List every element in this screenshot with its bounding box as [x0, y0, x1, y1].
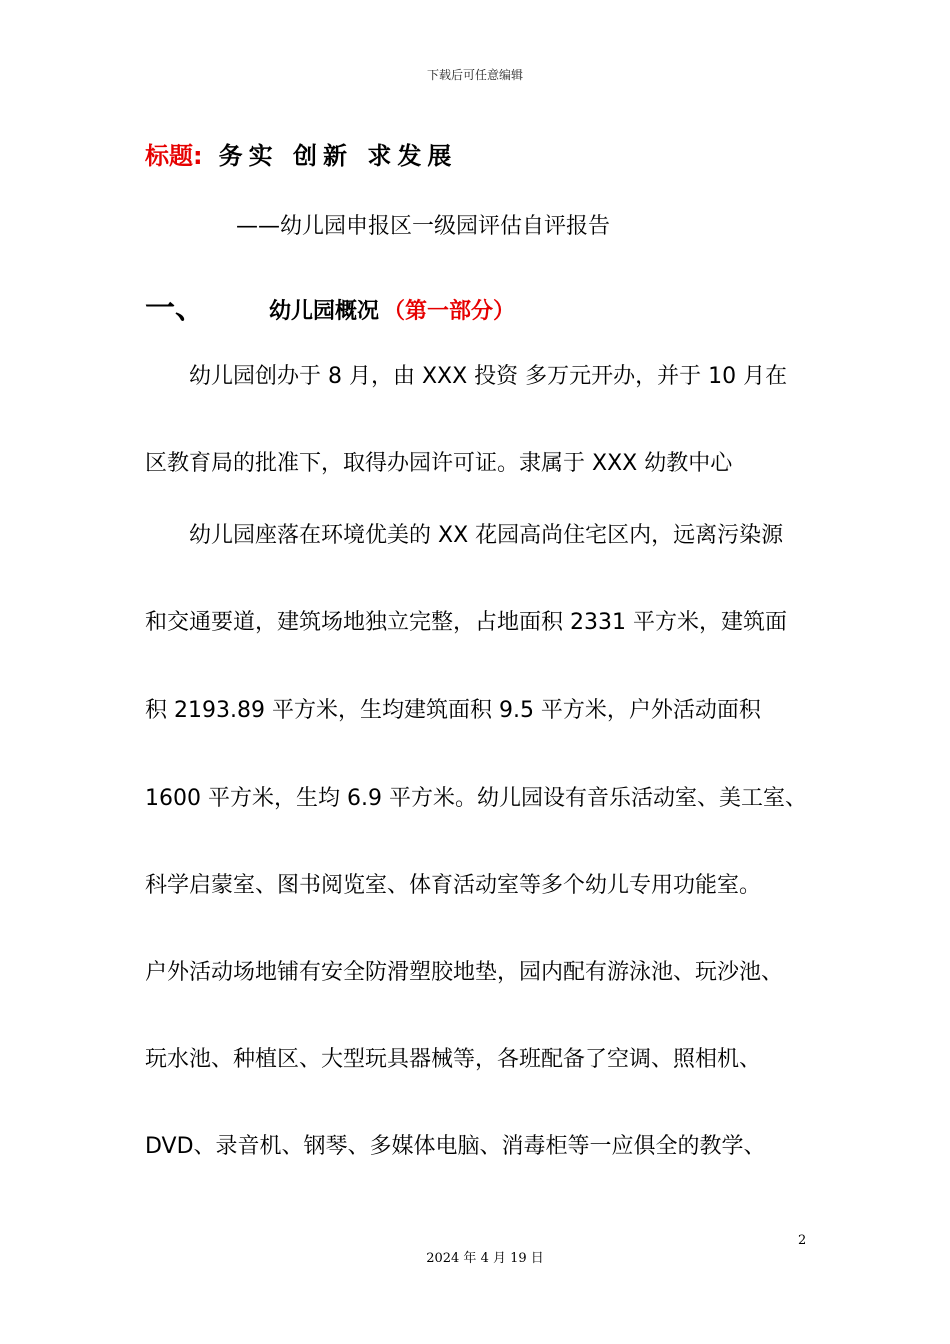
- section-number: 一、: [145, 291, 205, 326]
- section-part-label: （第一部分）: [383, 299, 516, 324]
- page-footer-date: 2024 年 4 月 19 日: [426, 1251, 544, 1266]
- body-line: 1600 平方米，生均 6.9 平方米。幼儿园设有音乐活动室、美工室、: [145, 786, 807, 811]
- body-line: DVD、录音机、钢琴、多媒体电脑、消毒柜等一应俱全的教学、: [145, 1134, 766, 1159]
- section-heading: [145, 283, 515, 327]
- title-text: 务实 创新 求发展: [218, 142, 458, 170]
- body-line: 户外活动场地铺有安全防滑塑胶地垫，园内配有游泳池、玩沙池、: [145, 960, 784, 985]
- body-line: 幼儿园创办于 8 月，由 XXX 投资 多万元开办，并于 10 月在: [189, 364, 788, 389]
- body-line: 幼儿园座落在环境优美的 XX 花园高尚住宅区内，远离污染源: [189, 523, 784, 548]
- document-subtitle: ——幼儿园申报区一级园评估自评报告: [236, 214, 611, 239]
- body-line: 科学启蒙室、图书阅览室、体育活动室等多个幼儿专用功能室。: [145, 873, 762, 898]
- section-title: 幼儿园概况: [269, 299, 380, 324]
- body-line: 积 2193.89 平方米，生均建筑面积 9.5 平方米，户外活动面积: [145, 698, 761, 723]
- document-title: [145, 136, 457, 171]
- body-line: 玩水池、种植区、大型玩具器械等，各班配备了空调、照相机、: [145, 1047, 762, 1072]
- page-header: 下载后可任意编辑: [426, 68, 523, 82]
- body-line: 区教育局的批准下，取得办园许可证。隶属于 XXX 幼教中心: [145, 451, 733, 476]
- body-line: 和交通要道，建筑场地独立完整，占地面积 2331 平方米，建筑面: [145, 610, 787, 635]
- title-label: 标题:: [145, 142, 203, 170]
- page-number: 2: [798, 1233, 807, 1248]
